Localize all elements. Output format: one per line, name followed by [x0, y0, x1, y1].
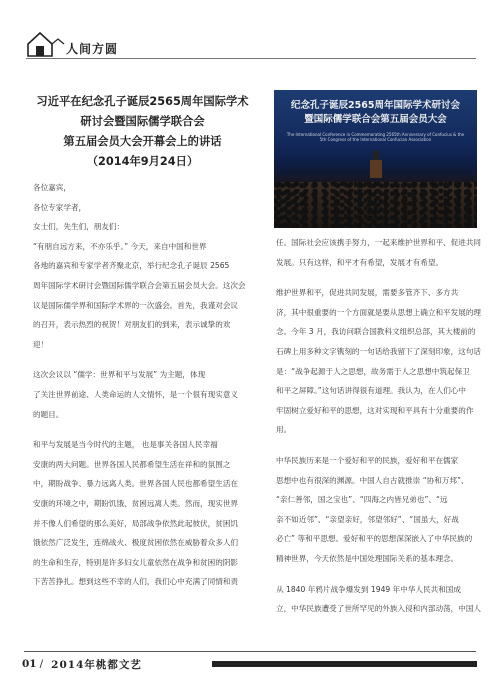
- paragraph-line: 安康的两大问题。世界各国人民都希望生活在祥和的氛围之: [33, 459, 231, 469]
- header-logo: [26, 30, 136, 58]
- paragraph-gap: [33, 354, 248, 365]
- paragraph-line: 维护世界和平，促进共同发展，需要多管齐下、多方共: [276, 288, 459, 298]
- paragraph-line: 石碑上用多种文字镌刻的一句话给我留下了深刻印象，这句话: [276, 346, 482, 356]
- paragraph-line: “有朋自远方来，不亦乐乎。” 今天，来自中国和世界: [33, 241, 207, 251]
- title-line: 习近平在纪念孔子诞辰2565周年国际学术: [36, 95, 249, 108]
- footer: [22, 655, 142, 673]
- paragraph-line: 议是国际儒学界和国际学术界的一次盛会。首先，我谨对会议: [33, 300, 239, 310]
- paragraph-line: 各位嘉宾，: [33, 183, 71, 192]
- title-date: （2014年9月24日）: [86, 155, 199, 168]
- paragraph-line: 并不像人们希望的那么美好，局部战争依然此起彼伏，贫困饥: [33, 518, 239, 528]
- photo-banner-line: 纪念孔子诞辰2565周年国际学术研讨会: [291, 100, 460, 111]
- paragraph-line: 中，期盼战争、暴力远离人类。世界各国人民也都希望生活在: [33, 479, 239, 489]
- magazine-title: 2014年桃都文艺: [51, 658, 142, 671]
- podium: [370, 160, 382, 178]
- speaker-figure: [373, 150, 379, 160]
- article-title: [20, 92, 265, 172]
- paragraph-line: 从 1840 年鸦片战争爆发到 1949 年中华人民共和国成: [276, 584, 461, 594]
- header-divider: [26, 58, 476, 59]
- paragraph-line: 和平之屏障。”这句话讲得很有道理。我认为，在人们心中: [276, 386, 466, 396]
- text-column-right: [276, 233, 482, 619]
- paragraph-line: 中华民族历来是一个爱好和平的民族，爱好和平在儒家: [276, 455, 459, 465]
- paragraph-line: 各位专家学者，: [33, 202, 87, 212]
- paragraph-gap: [276, 569, 476, 580]
- paragraph-line: 精神世界，今天依然是中国处理国际关系的基本理念。: [276, 553, 459, 563]
- paragraph-line: 各地的嘉宾和专家学者齐聚北京，举行纪念孔子诞辰 2565: [33, 261, 230, 271]
- footer-slash: /: [39, 658, 44, 670]
- paragraph-line: 的召开，表示热烈的祝贺！对朋友们的到来，表示诚挚的欢: [33, 320, 231, 330]
- title-line: 研讨会暨国际儒学联合会: [80, 115, 205, 128]
- title-line: 第五届会员大会开幕会上的讲话: [63, 135, 222, 148]
- paragraph-gap: [276, 440, 476, 451]
- paragraph-line: 安康的环境之中，期盼饥饿、贫困远离人类。然而，现实世界: [33, 498, 239, 508]
- page-number: 01: [22, 658, 37, 670]
- photo-banner-english: The International Conference in Commemorating 2565th Anniversary of Confucius & the 5th Congress of the International Confucian Association: [286, 132, 465, 142]
- paragraph-line: 立，中华民族遭受了世所罕见的外族入侵和内部动荡，中国人: [276, 604, 482, 614]
- paragraph-line: “亲仁善邻，国之宝也”、“四海之内皆兄弟也”、“远: [276, 495, 448, 505]
- house-logo-icon: [26, 30, 66, 58]
- paragraph-line: 念。今年 3 月，我访问联合国教科文组织总部，其大楼前的: [276, 327, 476, 337]
- paragraph-line: 任。国际社会应该携手努力，一起来维护世界和平、促进共同: [276, 238, 482, 247]
- paragraph-line: 周年国际学术研讨会暨国际儒学联合会第五届会员大会。这次会: [33, 280, 246, 290]
- paragraph-line: 必亡” 等和平思想。爱好和平的思想深深嵌入了中华民族的: [276, 534, 473, 544]
- paragraph-line: 饿依然广泛发生，连绵战火、极度贫困依然在威胁着众多人们: [33, 538, 239, 548]
- conference-photo: [274, 90, 477, 228]
- footer-divider: [24, 651, 476, 652]
- paragraph-gap: [33, 424, 248, 435]
- paragraph-line: 发展。只有这样，和平才有希望，发展才有希望。: [276, 257, 444, 267]
- paragraph-line: 用。: [276, 425, 292, 435]
- paragraph-line: 牢固树立爱好和平的思想，这对实现和平具有十分重要的作: [276, 405, 474, 415]
- footer-bar: [212, 661, 477, 667]
- paragraph-line: 这次会议以 “儒学：世界和平与发展” 为主题，体现: [33, 370, 206, 380]
- paragraph-gap: [276, 272, 476, 283]
- paragraph-line: 了关注世界前途、人类命运的人文情怀，是一个很有现实意义: [33, 389, 239, 399]
- text-column-left: [33, 178, 248, 592]
- paragraph-line: 是：“战争起源于人之思想，故务需于人之思想中筑起保卫: [276, 366, 470, 376]
- logo-text: 人间方圆: [66, 42, 119, 56]
- paragraph-line: 女士们，先生们，朋友们：: [33, 222, 125, 232]
- paragraph-line: 的生命和生存，特别是许多妇女儿童依然在战争和贫困的阴影: [33, 557, 239, 567]
- paragraph-line: 思想中也有很深的渊源。中国人自古就推崇 “协和万邦”、: [276, 475, 469, 485]
- audience: [274, 182, 477, 228]
- paragraph-line: 迎！: [33, 339, 49, 349]
- paragraph-line: 济，其中很重要的一个方面就是要从思想上确立和平发展的理: [276, 307, 482, 317]
- paragraph-line: 的题目。: [33, 409, 64, 419]
- paragraph-line: 下苦苦挣扎。想到这些不幸的人们，我们心中充满了同情和责: [33, 577, 239, 587]
- paragraph-line: 亲不如近邻”、“亲望亲好，邻望邻好”、“国虽大，好战: [276, 514, 459, 524]
- photo-banner-line: 暨国际儒学联合会第五届会员大会: [304, 114, 447, 125]
- paragraph-line: 和平与发展是当今时代的主题， 也是事关各国人民幸福: [33, 440, 218, 450]
